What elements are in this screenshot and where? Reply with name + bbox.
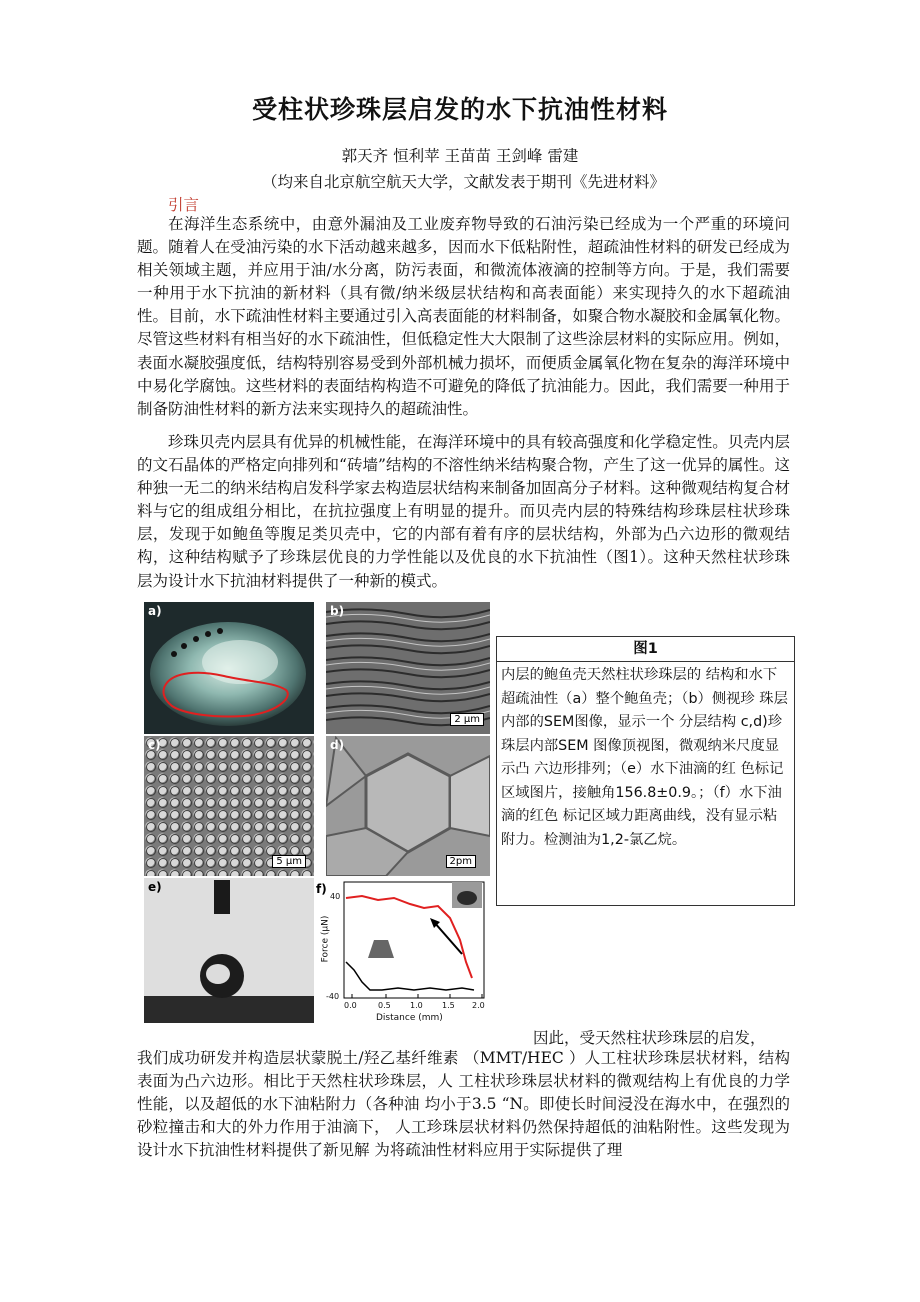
panel-label-e: e) [148, 880, 162, 894]
paragraph-2: 珍珠贝壳内层具有优异的机械性能，在海洋环境中的具有较高强度和化学稳定性。贝壳内层的文石晶体的严格定向排列和“砖墙”结构的不溶性纳米结构聚合物，产生了这一优异的属性。这种独一无二的纳米结构启发科学家去构造层状结构来制备加固高分子材料。这种微观结构复合材料与它的组成组分相比，在抗拉强度上有明显的提升。而贝壳内层的特殊结构珍珠层柱状珍珠层，发现于如鲍鱼等腹足类贝壳中，它的内部有着有序的层状结构，外部为凸六边形的微观结构，这种结构赋予了珍珠层优良的力学性能以及优良的水下抗油性（图1）。这种天然柱状珍珠层为设计水下抗油材料提供了一种新的模式。 [137, 433, 790, 590]
panel-d-sem-hexagon [326, 736, 490, 876]
panel-label-c: c) [148, 738, 161, 752]
panel-b-sem-side-view [326, 602, 490, 734]
plot-x-tick-0: 0.0 [344, 1001, 357, 1010]
abalone-shell-image [144, 602, 314, 734]
panel-f-force-distance-plot [314, 878, 490, 1025]
plot-y-axis-label: Force (μN) [320, 915, 331, 963]
panel-e-oil-droplet [144, 878, 314, 1023]
figure-caption-box [496, 636, 795, 906]
oil-droplet-image [144, 878, 314, 1023]
scale-bar-b: 2 μm [450, 713, 484, 726]
panel-label-a: a) [148, 604, 162, 618]
force-distance-chart [314, 878, 490, 1025]
plot-x-tick-2: 1.0 [410, 1001, 423, 1010]
plot-y-tick-top: 40 [330, 892, 341, 901]
author-list: 郭天齐 恒利苹 王苗苗 王剑峰 雷建 [341, 147, 579, 165]
scale-bar-d: 2pm [446, 855, 476, 868]
panel-label-f: f) [316, 882, 327, 896]
paragraph-1: 在海洋生态系统中，由意外漏油及工业废弃物导致的石油污染已经成为一个严重的环境问题。随着人在受油污染的水下活动越来越多，因而水下低粘附性，超疏油性材料的研发已经成为相关领域主题，并应用于油/水分离，防污表面，和微流体液滴的控制等方向。于是，我们需要一种用于水下抗油的新材料（具有微/纳米级层状结构和高表面能）来实现持久的水下超疏油性。目前，水下疏油性材料主要通过引入高表面能的材料制备，如聚合物水凝胶和金属氧化物。尽管这些材料有相当好的水下疏油性，但低稳定性大大限制了这些涂层材料的实际应用。例如，表面水凝胶强度低，结构特别容易受到外部机械力损坏，而便质金属氧化物在复杂的海洋环境中中易化学腐蚀。这些材料的表面结构构造不可避免的降低了抗油能力。因此，我们需要一种用于制备防油性材料的新方法来实现持久的超疏油性。 [137, 215, 790, 418]
caption-title: 图1 [497, 637, 794, 662]
scale-bar-c: 5 μm [272, 855, 306, 868]
plot-y-tick-bottom: -40 [326, 992, 340, 1001]
panel-a-abalone-shell [144, 602, 314, 734]
plot-x-tick-1: 0.5 [378, 1001, 391, 1010]
caption-body: 内层的鲍鱼壳天然柱状珍珠层的 结构和水下超疏油性（a）整个鲍鱼壳；（b）侧视珍 珠层内部的SEM图像，显示一个 分层结构 c,d)珍珠层内部SEM 图像顶视图，微观纳米尺度显示凸 六边形排列；（e）水下油滴的红 色标记区域图片，接触角156.8±0.9。；（f）水下油滴的红色 标记区域力距离曲线，没有显示粘 附力。检测油为1,2-氯乙烷。 [501, 667, 788, 848]
panel-label-d: d) [330, 738, 345, 752]
paragraph-3: 我们成功研发并构造层状蒙脱土/羟乙基纤维素 （MMT/HEC ）人工柱状珍珠层状材料，结构表面为凸六边形。相比于天然柱状珍珠层，人 工柱状珍珠层状材料的微观结构上有优良的力学性能，以及超低的水下油粘附力（各种油 均小于3.5 “N。即使长时间浸没在海水中，在强烈的砂粒撞击和大的外力作用于油滴下， 人工珍珠层状材料仍然保持超低的油粘附性。这些发现为设计水下抗油性材料提供了新见解 为将疏油性材料应用于实际提供了理 [137, 1049, 790, 1160]
plot-x-axis-label: Distance (mm) [376, 1013, 443, 1023]
affiliation: （均来自北京航空航天大学，文献发表于期刊《先进材料》 [262, 173, 666, 191]
plot-x-tick-4: 2.0 [472, 1001, 485, 1010]
plot-x-tick-3: 1.5 [442, 1001, 455, 1010]
section-heading-introduction: 引言 [168, 196, 200, 214]
figure-1 [144, 602, 490, 1025]
panel-label-b: b) [330, 604, 345, 618]
paper-title: 受柱状珍珠层启发的水下抗油性材料 [251, 95, 668, 124]
continuation-text: 因此，受天然柱状珍珠层的启发， [533, 1029, 766, 1047]
panel-c-sem-top-view [144, 736, 314, 876]
